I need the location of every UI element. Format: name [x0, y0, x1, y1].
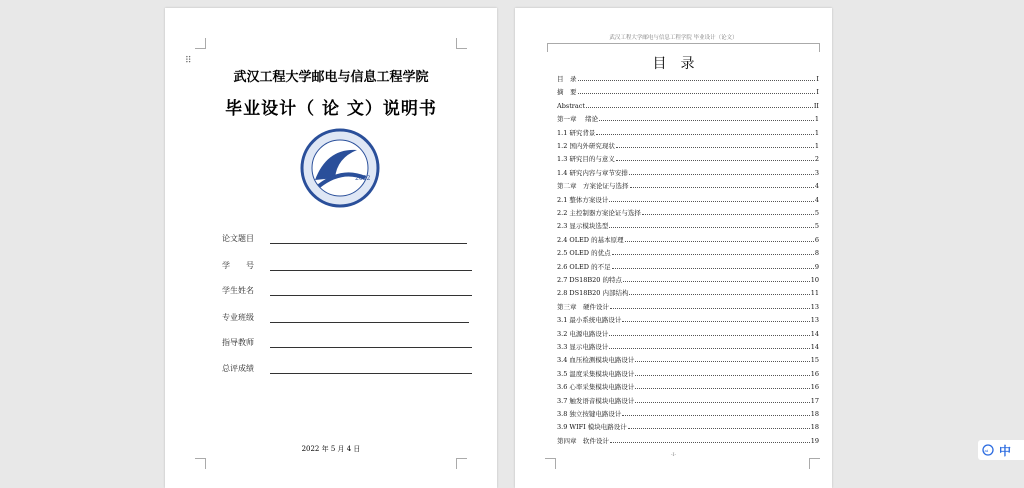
margin-mark — [195, 38, 206, 49]
toc-leader — [622, 321, 809, 322]
toc-entry-page: 16 — [810, 383, 819, 392]
toc-entry-page: 3 — [814, 168, 819, 177]
ime-indicator[interactable] — [978, 440, 1024, 460]
field-line — [270, 243, 467, 244]
overall-grade-field[interactable] — [222, 363, 472, 377]
field-line — [270, 322, 469, 323]
toc-leader — [612, 254, 814, 255]
advisor-field[interactable] — [222, 337, 472, 351]
toc-entry[interactable] — [557, 352, 819, 364]
margin-mark — [545, 458, 556, 469]
toc-page — [515, 8, 832, 488]
toc-leader — [635, 388, 809, 389]
field-line — [270, 373, 472, 374]
toc-entry-title: 2.5 OLED 的优点 — [557, 249, 611, 258]
document-title: 毕业设计（ 论 文）说明书 — [225, 99, 437, 119]
field-label: 总评成绩 — [222, 364, 254, 373]
toc-entry-page: 19 — [810, 436, 819, 445]
toc-leader — [630, 187, 814, 188]
toc-entry-title: 2.3 显示模块选型 — [557, 222, 609, 231]
toc-entry-page: 18 — [810, 423, 819, 432]
field-label: 学 号 — [222, 261, 254, 270]
toc-entry-title: 2.7 DS18B20 的特点 — [557, 276, 622, 284]
toc-entry[interactable] — [557, 192, 819, 204]
major-class-field[interactable] — [222, 312, 472, 326]
toc-leader — [616, 160, 814, 161]
toc-entry[interactable] — [557, 178, 819, 190]
toc-entry[interactable] — [557, 393, 819, 405]
svg-text:ai: ai — [984, 448, 989, 453]
ime-language: 中 — [999, 443, 1012, 458]
field-line — [270, 295, 472, 296]
toc-entry-page: I — [816, 88, 819, 97]
toc-entry-title: 3.5 温度采集模块电路设计 — [557, 369, 635, 378]
cover-page — [165, 8, 497, 488]
toc-entry[interactable] — [557, 151, 819, 163]
toc-leader — [616, 147, 814, 148]
toc-entry-page: 1 — [814, 142, 819, 150]
toc-entry-title: 3.4 血压检测模块电路设计 — [557, 356, 635, 365]
toc-entry-title: 摘 要 — [557, 88, 577, 97]
toc-entry-title: 3.6 心率采集模块电路设计 — [557, 383, 635, 392]
toc-leader — [635, 375, 809, 376]
toc-entry[interactable] — [557, 165, 819, 177]
university-logo — [297, 128, 383, 208]
thesis-title-field[interactable] — [222, 233, 472, 247]
toc-leader — [578, 80, 816, 81]
toc-entry[interactable] — [557, 272, 819, 284]
toc-leader — [609, 348, 809, 349]
toc-entry-page: 18 — [810, 410, 819, 418]
field-line — [270, 270, 472, 271]
toc-entry-page: 10 — [810, 276, 819, 284]
field-label: 学生姓名 — [222, 286, 254, 295]
toc-entry-title: 第二章 方案论证与选择 — [557, 182, 629, 191]
toc-entry-page: I — [816, 75, 819, 83]
toc-entry[interactable] — [557, 285, 819, 297]
toc-entry[interactable] — [557, 111, 819, 123]
toc-entry-title: 3.2 电源电路设计 — [557, 329, 609, 338]
toc-entry-page: 8 — [814, 249, 819, 258]
toc-entry-page: 14 — [810, 329, 819, 338]
margin-mark — [809, 458, 820, 469]
toc-entry-page: 4 — [814, 195, 819, 204]
toc-entry[interactable] — [557, 312, 819, 324]
toc-leader — [596, 134, 813, 135]
toc-entry-title: 1.3 研究目的与意义 — [557, 155, 615, 164]
toc-entry-page: 9 — [814, 262, 819, 271]
school-name: 武汉工程大学邮电与信息工程学院 — [233, 70, 429, 85]
cover-date: 2022 年 5 月 4 日 — [301, 445, 361, 453]
student-id-field[interactable] — [222, 260, 472, 274]
toc-entry[interactable] — [557, 326, 819, 338]
toc-entry-title: 2.4 OLED 的基本原理 — [557, 235, 624, 244]
toc-entry-title: 第一章 绪论 — [557, 115, 599, 124]
toc-leader — [622, 415, 809, 416]
toc-entry-page: 4 — [814, 182, 819, 191]
toc-entry-title: 3.1 最小系统电路设计 — [557, 316, 622, 325]
field-label: 指导教师 — [222, 338, 254, 347]
toc-leader — [625, 241, 814, 242]
toc-entry-page: 5 — [814, 209, 819, 217]
field-label: 论文题目 — [222, 234, 254, 243]
toc-entry[interactable] — [557, 379, 819, 391]
header-line — [547, 43, 820, 52]
margin-mark — [195, 458, 206, 469]
toc-entry-title: 1.4 研究内容与章节安排 — [557, 168, 628, 177]
toc-entry[interactable] — [557, 299, 819, 311]
toc-entry[interactable] — [557, 339, 819, 351]
toc-entry-title: Abstract — [557, 101, 586, 110]
toc-entry[interactable] — [557, 84, 819, 96]
toc-entry-title: 2.2 主控制器方案论证与选择 — [557, 209, 641, 217]
toc-entry-title: 1.2 国内外研究现状 — [557, 142, 615, 150]
toc-entry[interactable] — [557, 232, 819, 244]
toc-leader — [628, 428, 810, 429]
margin-mark — [456, 458, 467, 469]
ime-logo-icon — [982, 444, 994, 456]
field-line — [270, 347, 472, 348]
toc-entry[interactable] — [557, 406, 819, 418]
toc-entry-title: 3.3 显示电路设计 — [557, 343, 609, 351]
field-label: 专业班级 — [222, 313, 254, 322]
toc-entry[interactable] — [557, 125, 819, 137]
toc-entry-page: 11 — [810, 289, 819, 298]
toc-entry-page: 5 — [814, 222, 819, 231]
toc-leader — [642, 214, 814, 215]
page-number: -I- — [670, 452, 677, 458]
page-header: 武汉工程大学邮电与信息工程学院 毕业设计（论文） — [609, 35, 738, 41]
toc-entry[interactable] — [557, 433, 819, 445]
toc-entry[interactable] — [557, 98, 819, 110]
drag-handle-icon[interactable]: ⠿ — [185, 56, 192, 66]
toc-entry-page: 17 — [810, 396, 819, 405]
margin-mark — [456, 38, 467, 49]
toc-entry-title: 第四章 软件设计 — [557, 436, 609, 445]
toc-leader — [635, 361, 809, 362]
toc-leader — [599, 120, 814, 121]
toc-entry-page: 13 — [810, 302, 819, 311]
toc-entry-page: II — [813, 101, 819, 110]
svg-text:2002: 2002 — [355, 175, 371, 182]
toc-leader — [629, 174, 814, 175]
toc-entry-page: 6 — [814, 235, 819, 244]
toc-leader — [578, 93, 816, 94]
toc-entry-title: 2.6 OLED 的不足 — [557, 262, 611, 271]
toc-entry-page: 14 — [810, 343, 819, 351]
student-name-field[interactable] — [222, 285, 472, 299]
toc-entry-title: 3.9 WIFI 模块电路设计 — [557, 423, 627, 432]
toc-entry-page: 15 — [810, 356, 819, 365]
toc-entry[interactable] — [557, 205, 819, 217]
toc-leader — [623, 281, 810, 282]
toc-entry-title: 2.8 DS18B20 内部结构 — [557, 289, 629, 298]
toc-leader — [609, 335, 809, 336]
toc-leader — [609, 227, 813, 228]
toc-leader — [635, 402, 809, 403]
toc-entry[interactable] — [557, 245, 819, 257]
toc-entry-title: 2.1 整体方案设计 — [557, 195, 609, 204]
toc-entry[interactable] — [557, 71, 819, 83]
toc-entry[interactable] — [557, 218, 819, 230]
toc-leader — [629, 294, 809, 295]
toc-entry[interactable] — [557, 419, 819, 431]
toc-entry[interactable] — [557, 366, 819, 378]
toc-entry[interactable] — [557, 138, 819, 150]
toc-leader — [586, 107, 813, 108]
toc-leader — [610, 442, 810, 443]
toc-entry-page: 16 — [810, 369, 819, 378]
toc-entry-page: 13 — [810, 316, 819, 325]
toc-entry-title: 第三章 硬件设计 — [557, 302, 609, 311]
toc-entry-page: 1 — [814, 115, 819, 124]
toc-entry-page: 2 — [814, 155, 819, 164]
toc-entry[interactable] — [557, 259, 819, 271]
toc-leader — [610, 308, 810, 309]
toc-entry-page: 1 — [814, 128, 819, 137]
toc-leader — [612, 268, 814, 269]
toc-entry-title: 3.8 独立按键电路设计 — [557, 410, 622, 418]
toc-title: 目 录 — [652, 56, 695, 72]
toc-leader — [609, 201, 813, 202]
toc-entry-title: 目 录 — [557, 75, 577, 83]
toc-entry-title: 3.7 触发语音模块电路设计 — [557, 396, 635, 405]
toc-entry-title: 1.1 研究背景 — [557, 128, 596, 137]
